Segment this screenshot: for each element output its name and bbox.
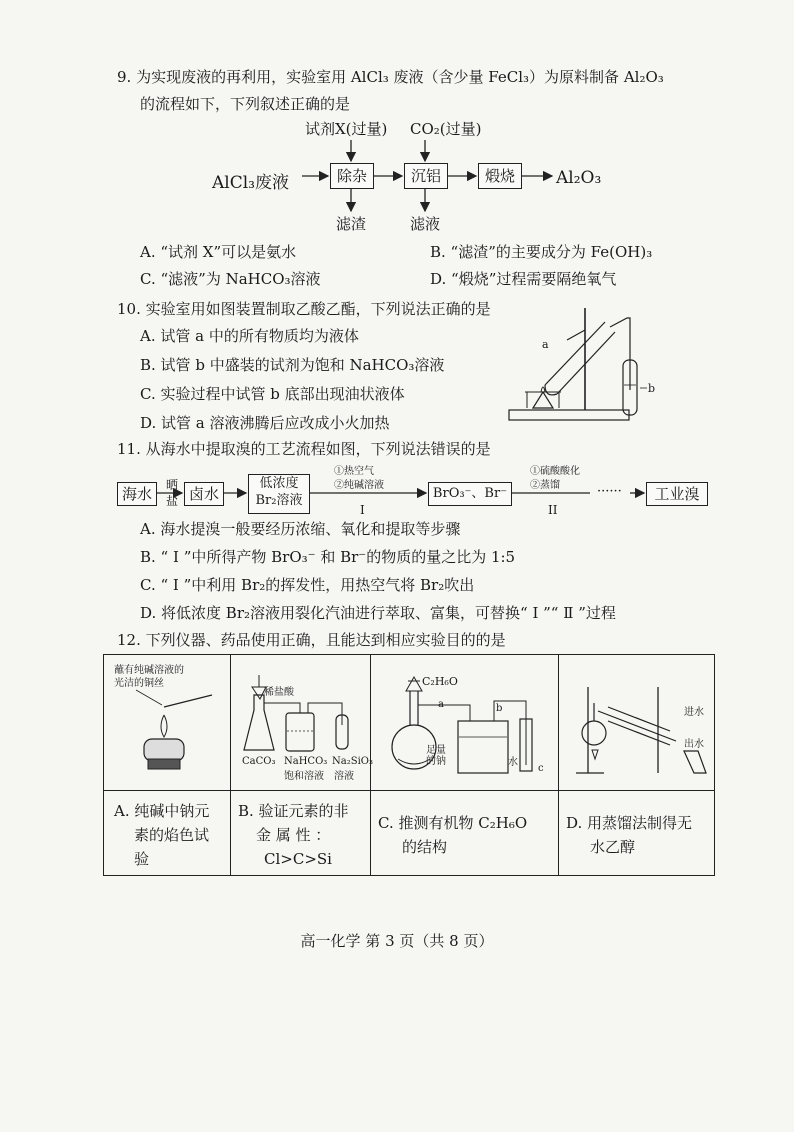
q12-fig-a-label-2: 光洁的铜丝	[114, 678, 164, 689]
q12-fig-a-label-1: 蘸有纯碱溶液的	[114, 665, 184, 676]
q9-flow-arrows	[0, 0, 794, 260]
q9-step-precipitate-al: 沉铝	[404, 163, 448, 189]
q12-cell-b-line3: Cl>C>Si	[264, 850, 332, 868]
q11-industrial-br: 工业溴	[646, 482, 708, 506]
q12-fig-c-na-1: 足量	[426, 745, 446, 756]
q11-step-ii-2: ②蒸馏	[530, 480, 560, 491]
q12-fig-c-water: 水	[508, 757, 518, 768]
q12-fig-c-formula: C₂H₆O	[422, 675, 458, 688]
q10-ester-apparatus	[505, 300, 675, 430]
q12-fig-b-solution: 溶液	[334, 771, 354, 782]
q11-dots: ······	[597, 484, 622, 499]
q9-reagent-x: 试剂X(过量)	[305, 120, 388, 138]
q12-cell-c-line1[interactable]: C. 推测有机物 C₂H₆O	[378, 814, 528, 832]
q11-option-b[interactable]: B. “ Ⅰ ”中所得产物 BrO₃⁻ 和 Br⁻的物质的量之比为 1:5	[140, 548, 516, 566]
q12-fig-a-flame-test	[104, 655, 230, 785]
q12-fig-d-distillation	[558, 655, 714, 785]
q12-fig-b-apparatus	[230, 655, 370, 755]
q12-fig-c-c: c	[538, 763, 544, 774]
q12-fig-c-apparatus	[370, 655, 558, 785]
q12-cell-b-line1[interactable]: B. 验证元素的非	[238, 802, 349, 820]
q12-cell-b-line2: 金 属 性 ：	[256, 826, 331, 844]
q10-label-a: a	[542, 338, 549, 351]
q12-fig-b-saturated: 饱和溶液	[284, 771, 324, 782]
q12-fig-b-nahco3: NaHCO₃	[284, 756, 328, 767]
q11-step-ii-1: ①硫酸酸化	[530, 466, 580, 477]
q12-fig-c-b: b	[496, 703, 503, 714]
q12-fig-c-a: a	[438, 699, 444, 710]
q9-product: Al₂O₃	[556, 168, 602, 188]
q10-label-b: b	[648, 382, 656, 395]
q9-option-d[interactable]: D. “煅烧”过程需要隔绝氧气	[430, 270, 617, 288]
q9-filter-residue: 滤渣	[336, 215, 367, 233]
q9-stem-line2: 的流程如下，下列叙述正确的是	[140, 95, 351, 113]
q12-fig-d-water-out: 出水	[684, 739, 704, 750]
q9-option-b[interactable]: B. “滤渣”的主要成分为 Fe(OH)₃	[430, 243, 653, 261]
q11-low-conc-line1: 低浓度	[259, 476, 299, 491]
q12-row-divider	[104, 790, 714, 791]
q11-seawater: 海水	[117, 482, 157, 506]
q10-option-b[interactable]: B. 试管 b 中盛装的试剂为饱和 NaHCO₃溶液	[140, 356, 445, 374]
q11-option-d[interactable]: D. 将低浓度 Br₂溶液用裂化汽油进行萃取、富集，可替换“ Ⅰ ”“ Ⅱ ”过程	[140, 604, 616, 622]
q12-cell-a-line1[interactable]: A. 纯碱中钠元	[114, 802, 210, 820]
q9-stem-line1: 9. 为实现废液的再利用，实验室用 AlCl₃ 废液（含少量 FeCl₃）为原料制备 Al₂O₃	[117, 68, 664, 86]
q11-bro3-br: BrO₃⁻、Br⁻	[428, 482, 512, 506]
q9-filtrate: 滤液	[410, 215, 441, 233]
q11-brine: 卤水	[184, 482, 224, 506]
q12-fig-b-caco3: CaCO₃	[242, 756, 276, 767]
q12-fig-b-acid: 稀盐酸	[264, 687, 294, 698]
q12-table	[103, 654, 715, 876]
q9-step-remove-impurity: 除杂	[330, 163, 374, 189]
q11-roman-ii: II	[548, 503, 558, 517]
q10-stem: 10. 实验室用如图装置制取乙酸乙酯，下列说法正确的是	[117, 300, 491, 318]
q11-option-a[interactable]: A. 海水提溴一般要经历浓缩、氧化和提取等步骤	[140, 520, 461, 538]
q12-fig-c-na-2: 的钠	[426, 756, 446, 767]
q11-roman-i: I	[360, 503, 365, 517]
q11-sun-2: 盐	[166, 494, 179, 508]
q9-co2: CO₂(过量)	[410, 120, 482, 138]
q11-sun-1: 晒	[166, 478, 179, 492]
q12-fig-b-na2sio3: Na₂SiO₃	[332, 756, 373, 767]
q12-cell-a-line3: 验	[134, 850, 150, 868]
q11-step-i-1: ①热空气	[334, 466, 374, 477]
q10-option-a[interactable]: A. 试管 a 中的所有物质均为液体	[140, 327, 359, 345]
q10-option-c[interactable]: C. 实验过程中试管 b 底部出现油状液体	[140, 385, 405, 403]
q12-cell-a-line2: 素的焰色试	[134, 826, 210, 844]
q9-step-calcine: 煅烧	[478, 163, 522, 189]
q11-flow-arrows	[0, 473, 794, 513]
page-footer: 高一化学 第 3 页（共 8 页）	[300, 932, 494, 950]
q11-option-c[interactable]: C. “ Ⅰ ”中利用 Br₂的挥发性，用热空气将 Br₂吹出	[140, 576, 475, 594]
q10-option-d[interactable]: D. 试管 a 溶液沸腾后应改成小火加热	[140, 414, 390, 432]
q12-stem: 12. 下列仪器、药品使用正确，且能达到相应实验目的的是	[117, 631, 506, 649]
q9-start: AlCl₃废液	[212, 173, 289, 193]
q9-option-c[interactable]: C. “滤液”为 NaHCO₃溶液	[140, 270, 321, 288]
q12-fig-d-water-in: 进水	[684, 707, 704, 718]
q11-low-conc-line2: Br₂溶液	[255, 493, 303, 508]
q12-cell-d-line2: 水乙醇	[590, 838, 636, 856]
q11-step-i-2: ②纯碱溶液	[334, 480, 384, 491]
q12-cell-c-line2: 的结构	[402, 838, 448, 856]
q11-stem: 11. 从海水中提取溴的工艺流程如图，下列说法错误的是	[117, 440, 491, 458]
q12-cell-d-line1[interactable]: D. 用蒸馏法制得无	[566, 814, 693, 832]
q9-option-a[interactable]: A. “试剂 X”可以是氨水	[140, 243, 297, 261]
